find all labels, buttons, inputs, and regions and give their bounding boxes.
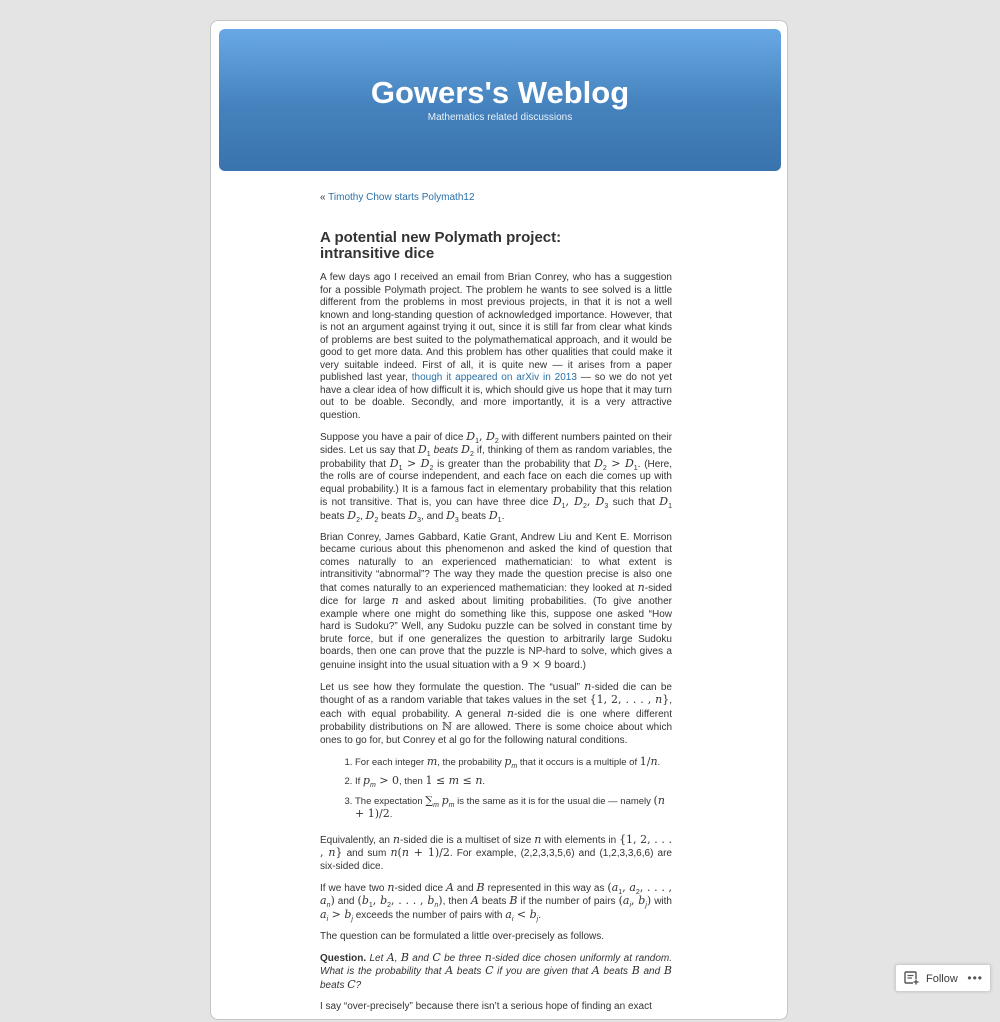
arxiv-link[interactable]: though it appeared on arXiv in 2013 (411, 372, 577, 383)
question-paragraph: Question. Let A, B and C be three n-sided dice chosen uniformly at random. What is the probability that A beats C if you are given that A beats B and B beats C? (320, 950, 673, 991)
site-header (219, 29, 781, 171)
post-title: A potential new Polymath project: intransitive dice (320, 229, 562, 262)
prev-arrow: « (320, 192, 329, 203)
follow-label: Follow (926, 973, 958, 985)
site-description: Mathematics related discussions (427, 112, 573, 123)
main-content (320, 191, 672, 1022)
post-paragraph-6: If we have two n-sided dice A and B represented in this way as ($a_1$, $a_2$, . . . , $a_n$) and ($b_1$, $b_2$, . . . , $b_n$), then A beats B if the number of pairs ($a_i$, $b_j$) with $a_i > b_j$ exceeds the number of pairs with $a_i < b_j$. (320, 880, 672, 923)
previous-post-link[interactable]: Timothy Chow starts Polymath12 (328, 192, 475, 203)
post-paragraph-4: Let us see how they formulate the question. The “usual” n-sided die can be thought of as a random variable that takes values in the set {1, 2, . . . , n}, each with equal probability. A general n-sided die is one where different probability distributions on ℕ are allowed. There is some choice about which ones to go for, but Conrey et al go for the following natural conditions. (320, 679, 673, 746)
post-paragraph-1: A few days ago I received an email from Brian Conrey, who has a suggestion for a possible Polymath project. The problem he wants to see solved is a little different from the problems in most previous projects, in that it is not a well known and long-standing question of acknowledged importance. However, that is not an argument against trying it out, since it is still far from clear what kinds of problems are best suited to the polymathematical approach, and it would be good to get more data. And this problem has other qualities that could make it very suitable indeed. First of all, it is quite new — it arises from a paper published last year, though it appeared on arXiv in 2013 — so we do not yet have a clear idea of how difficult it is, which should give us hope that it may turn out to be doable. Secondly, and more importantly, it is a very attractive question. (320, 272, 673, 421)
post-paragraph-5: Equivalently, an n-sided die is a multiset of size n with elements in {1, 2, . . . , n} and sum n(n + 1)/2. For example, (2,2,3,3,5,6) and (1,2,3,3,6,6) are six-sided dice. (320, 832, 673, 872)
list-item: 2. If $p_m > 0$, then 1 ≤ m ≤ n. (355, 775, 672, 789)
post-paragraph-7: The question can be formulated a little over-precisely as follows. (320, 930, 605, 942)
follow-button[interactable] (904, 971, 958, 987)
post-paragraph-8: I say “over-precisely” because there isn’t a serious hope of finding an exact (320, 1000, 652, 1012)
site-title[interactable]: Gowers's Weblog (370, 75, 630, 110)
more-options-icon[interactable]: ••• (967, 971, 983, 985)
follow-widget (895, 964, 991, 992)
post (320, 230, 672, 1013)
post-paragraph-3: Brian Conrey, James Gabbard, Katie Grant, Andrew Liu and Kent E. Morrison became curious about this phenomenon and asked the kind of question that comes naturally to an experienced mathematician: to what extent is intransitivity “abnormal”? The way they made the question precise is also one that comes naturally to an experienced mathematician: they looked at n-sided dice for large n and asked about limiting probabilities. (To give another example where one might do something like this, suppose one asked “How hard is Sudoku?” Well, any Sudoku puzzle can be solved in constant time by brute force, but if one generalizes the question to arbitrarily large Sudoku boards, then one can prove that the puzzle is NP-hard to solve, which gives a genuine insight into the usual situation with a 9 × 9 board.) (320, 531, 672, 671)
post-navigation (320, 191, 672, 205)
conditions-list (320, 756, 672, 822)
list-item: 1. For each integer m, the probability $p_m$ that it occurs is a multiple of 1/n. (355, 756, 672, 770)
follow-icon (904, 970, 920, 989)
list-item: 3. The expectation $\sum_m$ $p_m$ is the same as it is for the usual die — namely (n + 1)/2. (355, 795, 672, 822)
post-paragraph-2: Suppose you have a pair of dice $D_1$, $D_2$ with different numbers painted on their sides. Let us say that $D_1$ beats $D_2$ if, thinking of them as random variables, the probability that $D_1 > D_2$ is greater than the probability that $D_2 > D_1$. (Here, the rolls are of course independent, and each face on each die comes up with equal probability.) It is a famous fact in elementary probability that this relation is not transitive. That is, you can have three dice $D_1$, $D_2$, $D_3$ such that $D_1$ beats $D_2$, $D_2$ beats $D_3$, and $D_3$ beats $D_1$. (320, 429, 673, 524)
